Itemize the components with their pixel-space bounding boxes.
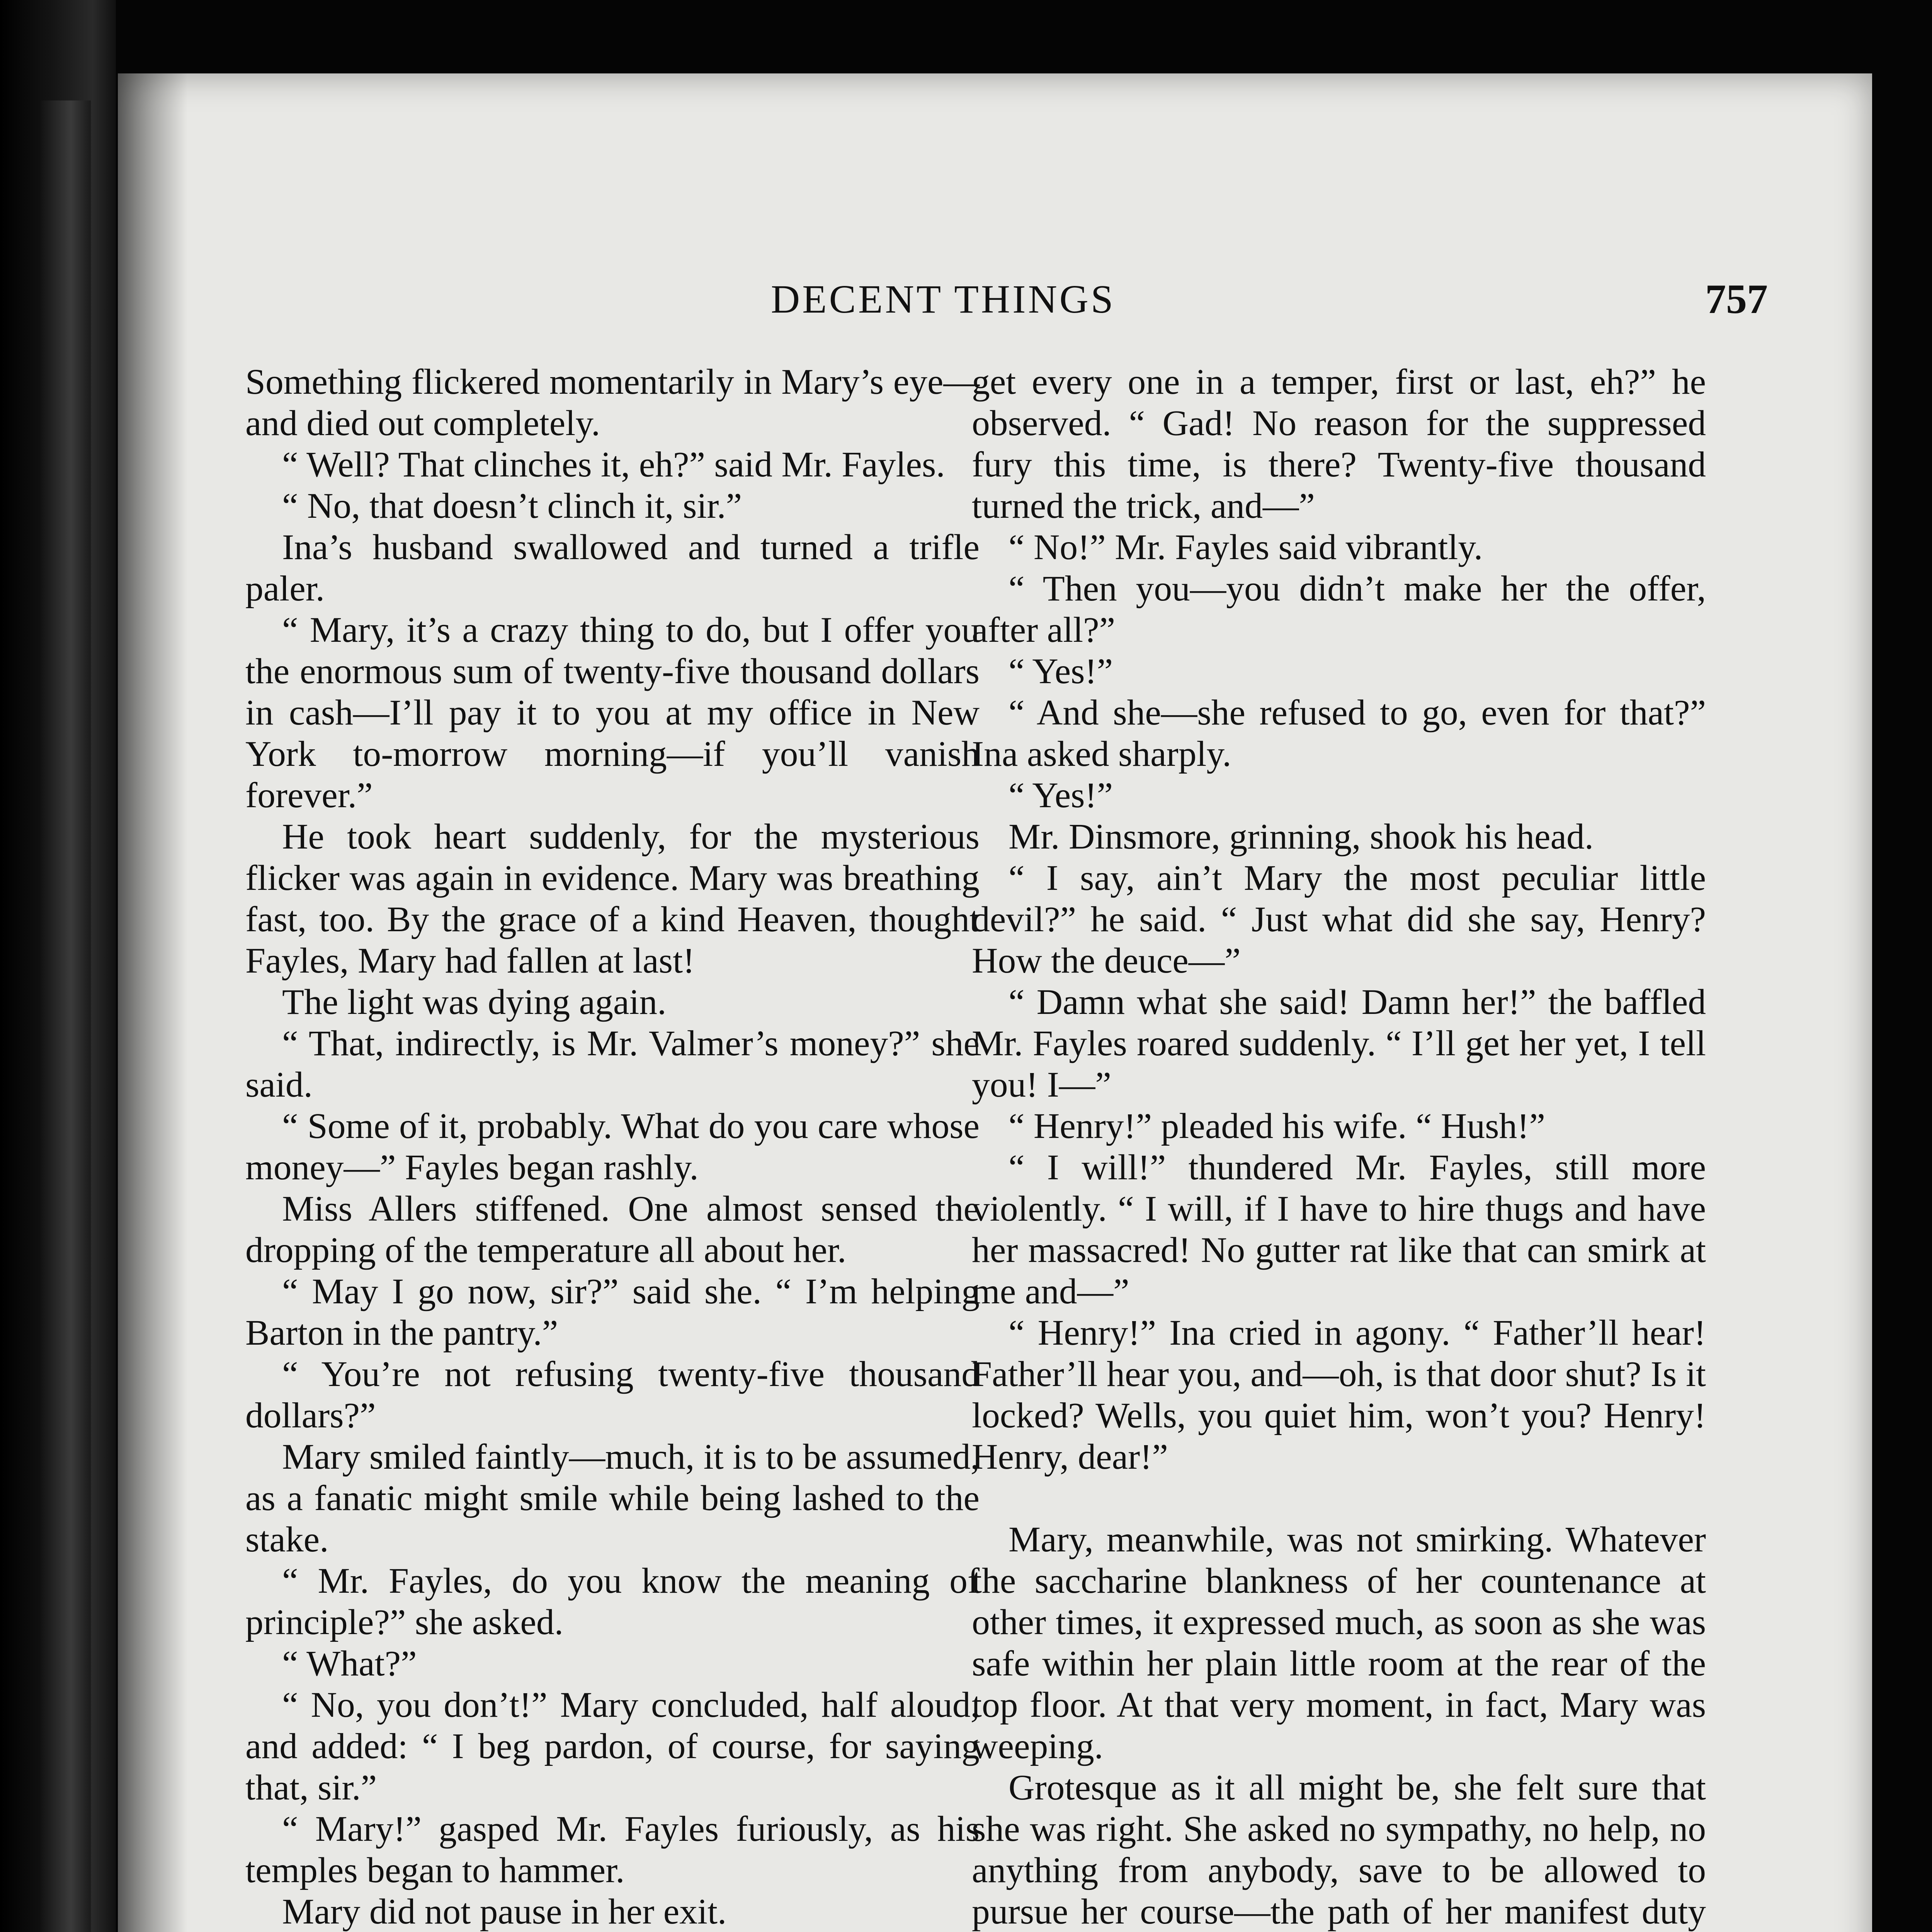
paragraph: He took heart suddenly, for the mysterious flicker was again in evidence. Mary was breathing fast, too. By the grace of a kind Heaven, thought Fayles, Mary had fallen at last! <box>245 817 980 981</box>
paragraph: Mary did not pause in her exit. <box>282 1892 727 1932</box>
paragraph: “ Some of it, probably. What do you care whose money—” Fayles began rashly. <box>245 1106 980 1187</box>
facing-page-edge <box>41 100 91 1932</box>
paragraph: “ Damn what she said! Damn her!” the baffled Mr. Fayles roared suddenly. “ I’ll get her yet, I tell you! I—” <box>972 982 1706 1105</box>
paragraph: “ Yes!” <box>1009 776 1113 815</box>
paragraph: “ Mr. Fayles, do you know the meaning of principle?” she asked. <box>245 1561 980 1642</box>
paragraph: Mary, meanwhile, was not smirking. Whatever the saccharine blankness of her countenance at other times, it expressed much, as soon as she was safe within her plain little room at the rear of the top floor. At that very moment, in fact, Mary was weeping. <box>972 1520 1706 1766</box>
paragraph: “ And she—she refused to go, even for that?” Ina asked sharply. <box>972 693 1706 774</box>
paragraph: “ No, that doesn’t clinch it, sir.” <box>282 486 742 526</box>
paragraph: “ Then you—you didn’t make her the offer, after all?” <box>972 569 1706 650</box>
paragraph: “ What?” <box>282 1644 417 1684</box>
paragraph: Ina’s husband swallowed and turned a trifle paler. <box>245 527 980 609</box>
paragraph: “ Mary, it’s a crazy thing to do, but I offer you the enormous sum of twenty-five thousand dollars in cash—I’ll pay it to you at my office in New York to-morrow morning—if you’ll vanish forever.” <box>245 610 980 815</box>
paragraph: “ Henry!” pleaded his wife. “ Hush!” <box>1009 1106 1545 1146</box>
paragraph: Something flickered momentarily in Mary’s eye—and died out completely. <box>245 362 980 443</box>
paragraph: “ No, you don’t!” Mary concluded, half aloud, and added: “ I beg pardon, of course, for saying that, sir.” <box>245 1685 980 1808</box>
paragraph: “ Yes!” <box>1009 651 1113 691</box>
paragraph: “ May I go now, sir?” said she. “ I’m helping Barton in the pantry.” <box>245 1272 980 1353</box>
book-page <box>118 73 1872 1932</box>
paragraph: Mary smiled faintly—much, it is to be assumed, as a fanatic might smile while being lashed to the stake. <box>245 1437 980 1560</box>
paragraph: “ That, indirectly, is Mr. Valmer’s money?” she said. <box>245 1024 980 1105</box>
running-header <box>118 269 1872 330</box>
paragraph: “ I will!” thundered Mr. Fayles, still more violently. “ I will, if I have to hire thugs and have her massacred! No gutter rat like that can smirk at me and—” <box>972 1148 1706 1311</box>
paragraph: get every one in a temper, first or last, eh?” he observed. “ Gad! No reason for the suppressed fury this time, is there? Twenty-five thousand turned the trick, and—” <box>972 362 1706 526</box>
paragraph: “ Mary!” gasped Mr. Fayles furiously, as his temples began to hammer. <box>245 1809 980 1890</box>
paragraph: The light was dying again. <box>282 982 667 1022</box>
page-gutter-shadow <box>118 73 187 1932</box>
paragraph: “ I say, ain’t Mary the most peculiar little devil?” he said. “ Just what did she say, Henry? How the deuce—” <box>972 858 1706 981</box>
page-number: 757 <box>1705 276 1768 322</box>
paragraph: Miss Allers stiffened. One almost sensed the dropping of the temperature all about her. <box>245 1189 980 1270</box>
paragraph: “ Well? That clinches it, eh?” said Mr. Fayles. <box>282 445 945 485</box>
paragraph: Mr. Dinsmore, grinning, shook his head. <box>1009 817 1594 857</box>
paragraph: Grotesque as it all might be, she felt sure that she was right. She asked no sympathy, no help, no anything from anybody, save to be allowed to pursue her course—the path of her manifest duty <box>972 1768 1706 1932</box>
paragraph: “ No!” Mr. Fayles said vibrantly. <box>1009 527 1483 567</box>
running-title: DECENT THINGS <box>771 277 1116 321</box>
right-column <box>972 361 1706 1932</box>
paragraph: “ Henry!” Ina cried in agony. “ Father’ll hear! Father’ll hear you, and—oh, is that door shut? Is it locked? Wells, you quiet him, won’t you? Henry! Henry, dear!” <box>972 1313 1706 1477</box>
left-column <box>245 361 980 1932</box>
paragraph: “ You’re not refusing twenty-five thousand dollars?” <box>245 1354 980 1435</box>
